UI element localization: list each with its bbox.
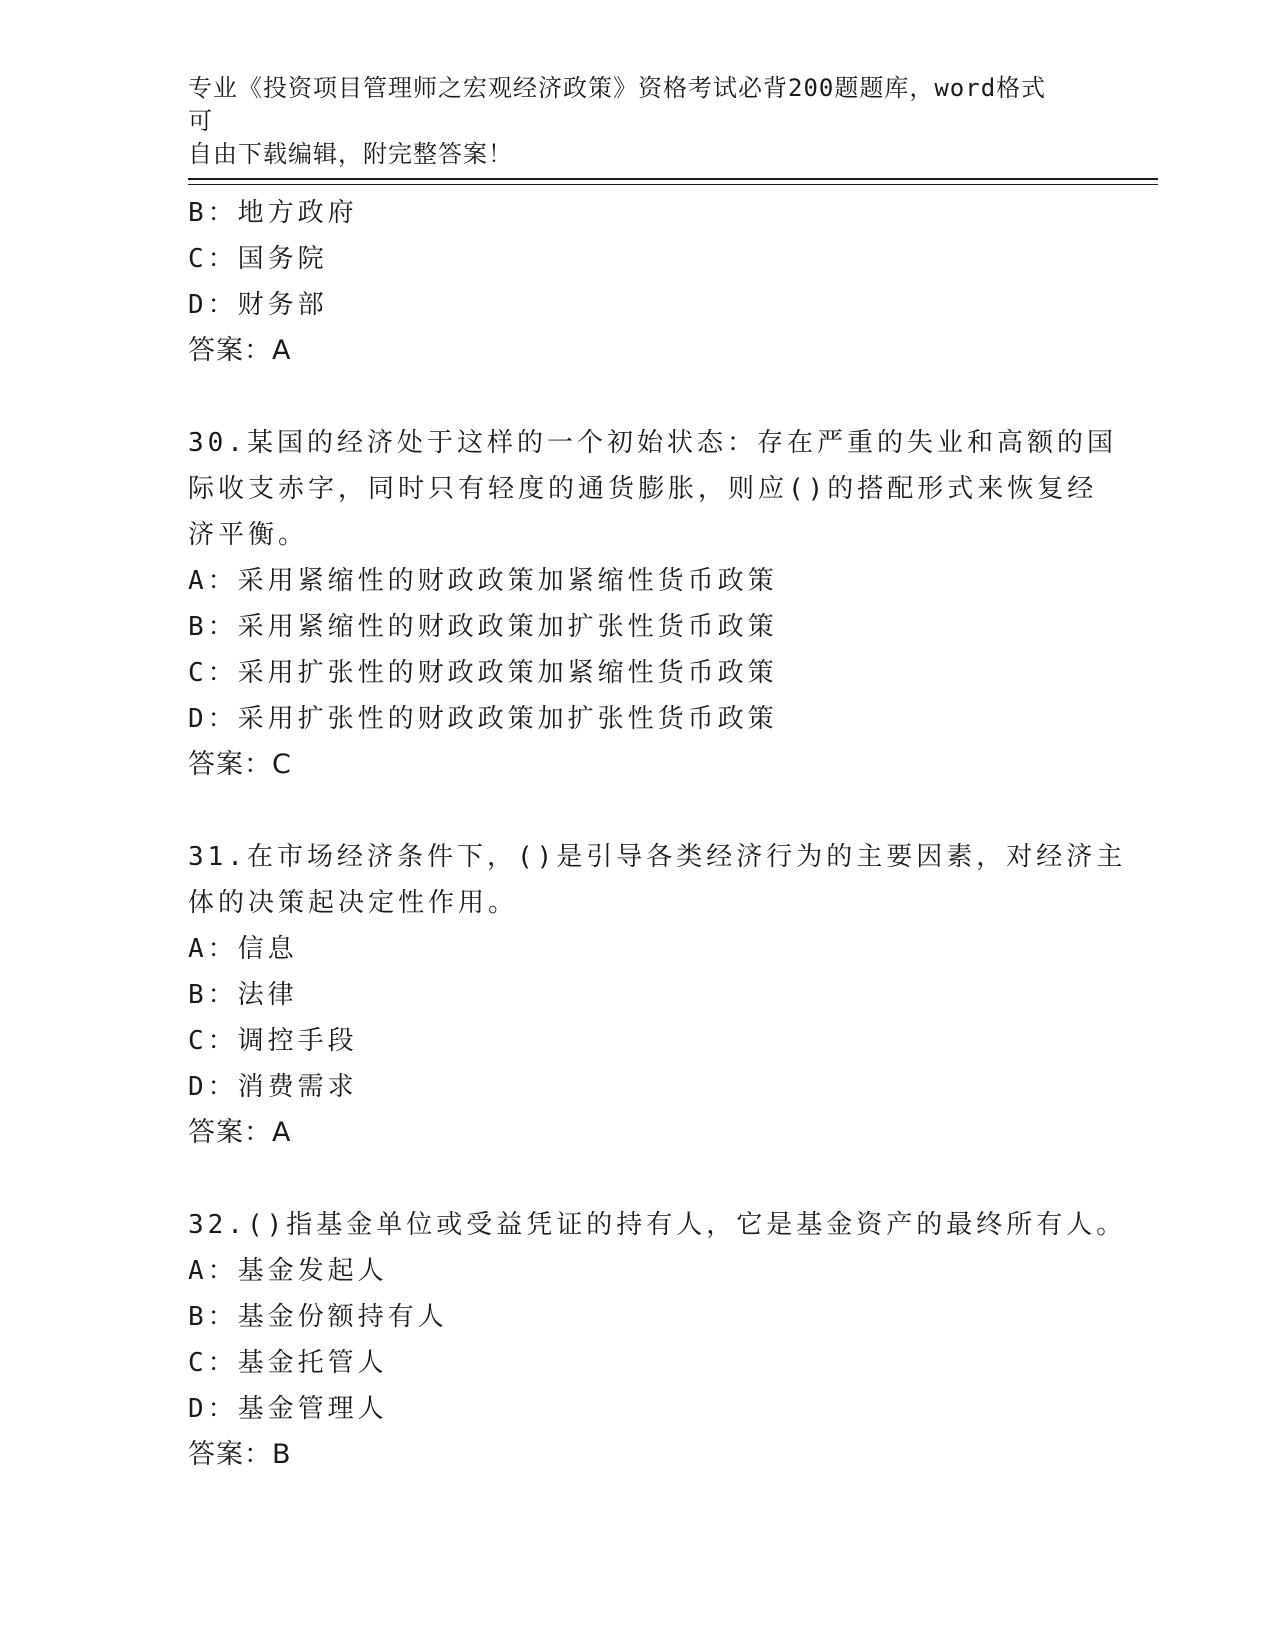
question-stem-line: 32.()指基金单位或受益凭证的持有人，它是基金资产的最终所有人。 [188,1210,1127,1240]
header-title-line-2: 自由下载编辑，附完整答案！ [188,140,513,168]
option-c: C：国务院 [188,244,328,274]
question-list [188,190,1127,1478]
question-stem-line: 31.在市场经济条件下，()是引导各类经济行为的主要因素，对经济主 [188,842,1127,872]
answer-line: 答案：A [188,1117,292,1148]
question-block [188,834,1127,1156]
option-b: B：采用紧缩性的财政政策加扩张性货币政策 [188,612,778,642]
question-stem-line: 济平衡。 [188,520,309,550]
spacer [188,1156,1088,1202]
option-c: C：基金托管人 [188,1348,388,1378]
option-d: D：基金管理人 [188,1394,388,1424]
document-header [188,72,1068,171]
question-stem-line: 体的决策起决定性作用。 [188,888,519,918]
option-d: D：采用扩张性的财政政策加扩张性货币政策 [188,704,778,734]
option-a: A：信息 [188,934,298,964]
answer-line: 答案：A [188,335,292,366]
question-stem-line: 30.某国的经济处于这样的一个初始状态：存在严重的失业和高额的国 [188,428,1117,458]
header-divider-thin [188,184,1158,185]
option-b: B：地方政府 [188,198,358,228]
option-a: A：采用紧缩性的财政政策加紧缩性货币政策 [188,566,778,596]
option-d: D：财务部 [188,290,328,320]
question-block [188,420,1117,788]
option-c: C：采用扩张性的财政政策加紧缩性货币政策 [188,658,778,688]
header-divider-thick [188,178,1158,180]
option-b: B：基金份额持有人 [188,1302,448,1332]
question-block [188,1202,1127,1478]
header-title-line-1: 专业《投资项目管理师之宏观经济政策》资格考试必背200题题库，word格式可 [188,74,1047,135]
option-a: A：基金发起人 [188,1256,388,1286]
option-b: B：法律 [188,980,298,1010]
spacer [188,788,1088,834]
question-block [188,190,1088,374]
answer-line: 答案：B [188,1439,292,1470]
option-c: C：调控手段 [188,1026,358,1056]
spacer [188,374,1088,420]
answer-line: 答案：C [188,749,292,780]
question-stem-line: 际收支赤字，同时只有轻度的通货膨胀，则应()的搭配形式来恢复经 [188,474,1098,504]
option-d: D：消费需求 [188,1072,358,1102]
